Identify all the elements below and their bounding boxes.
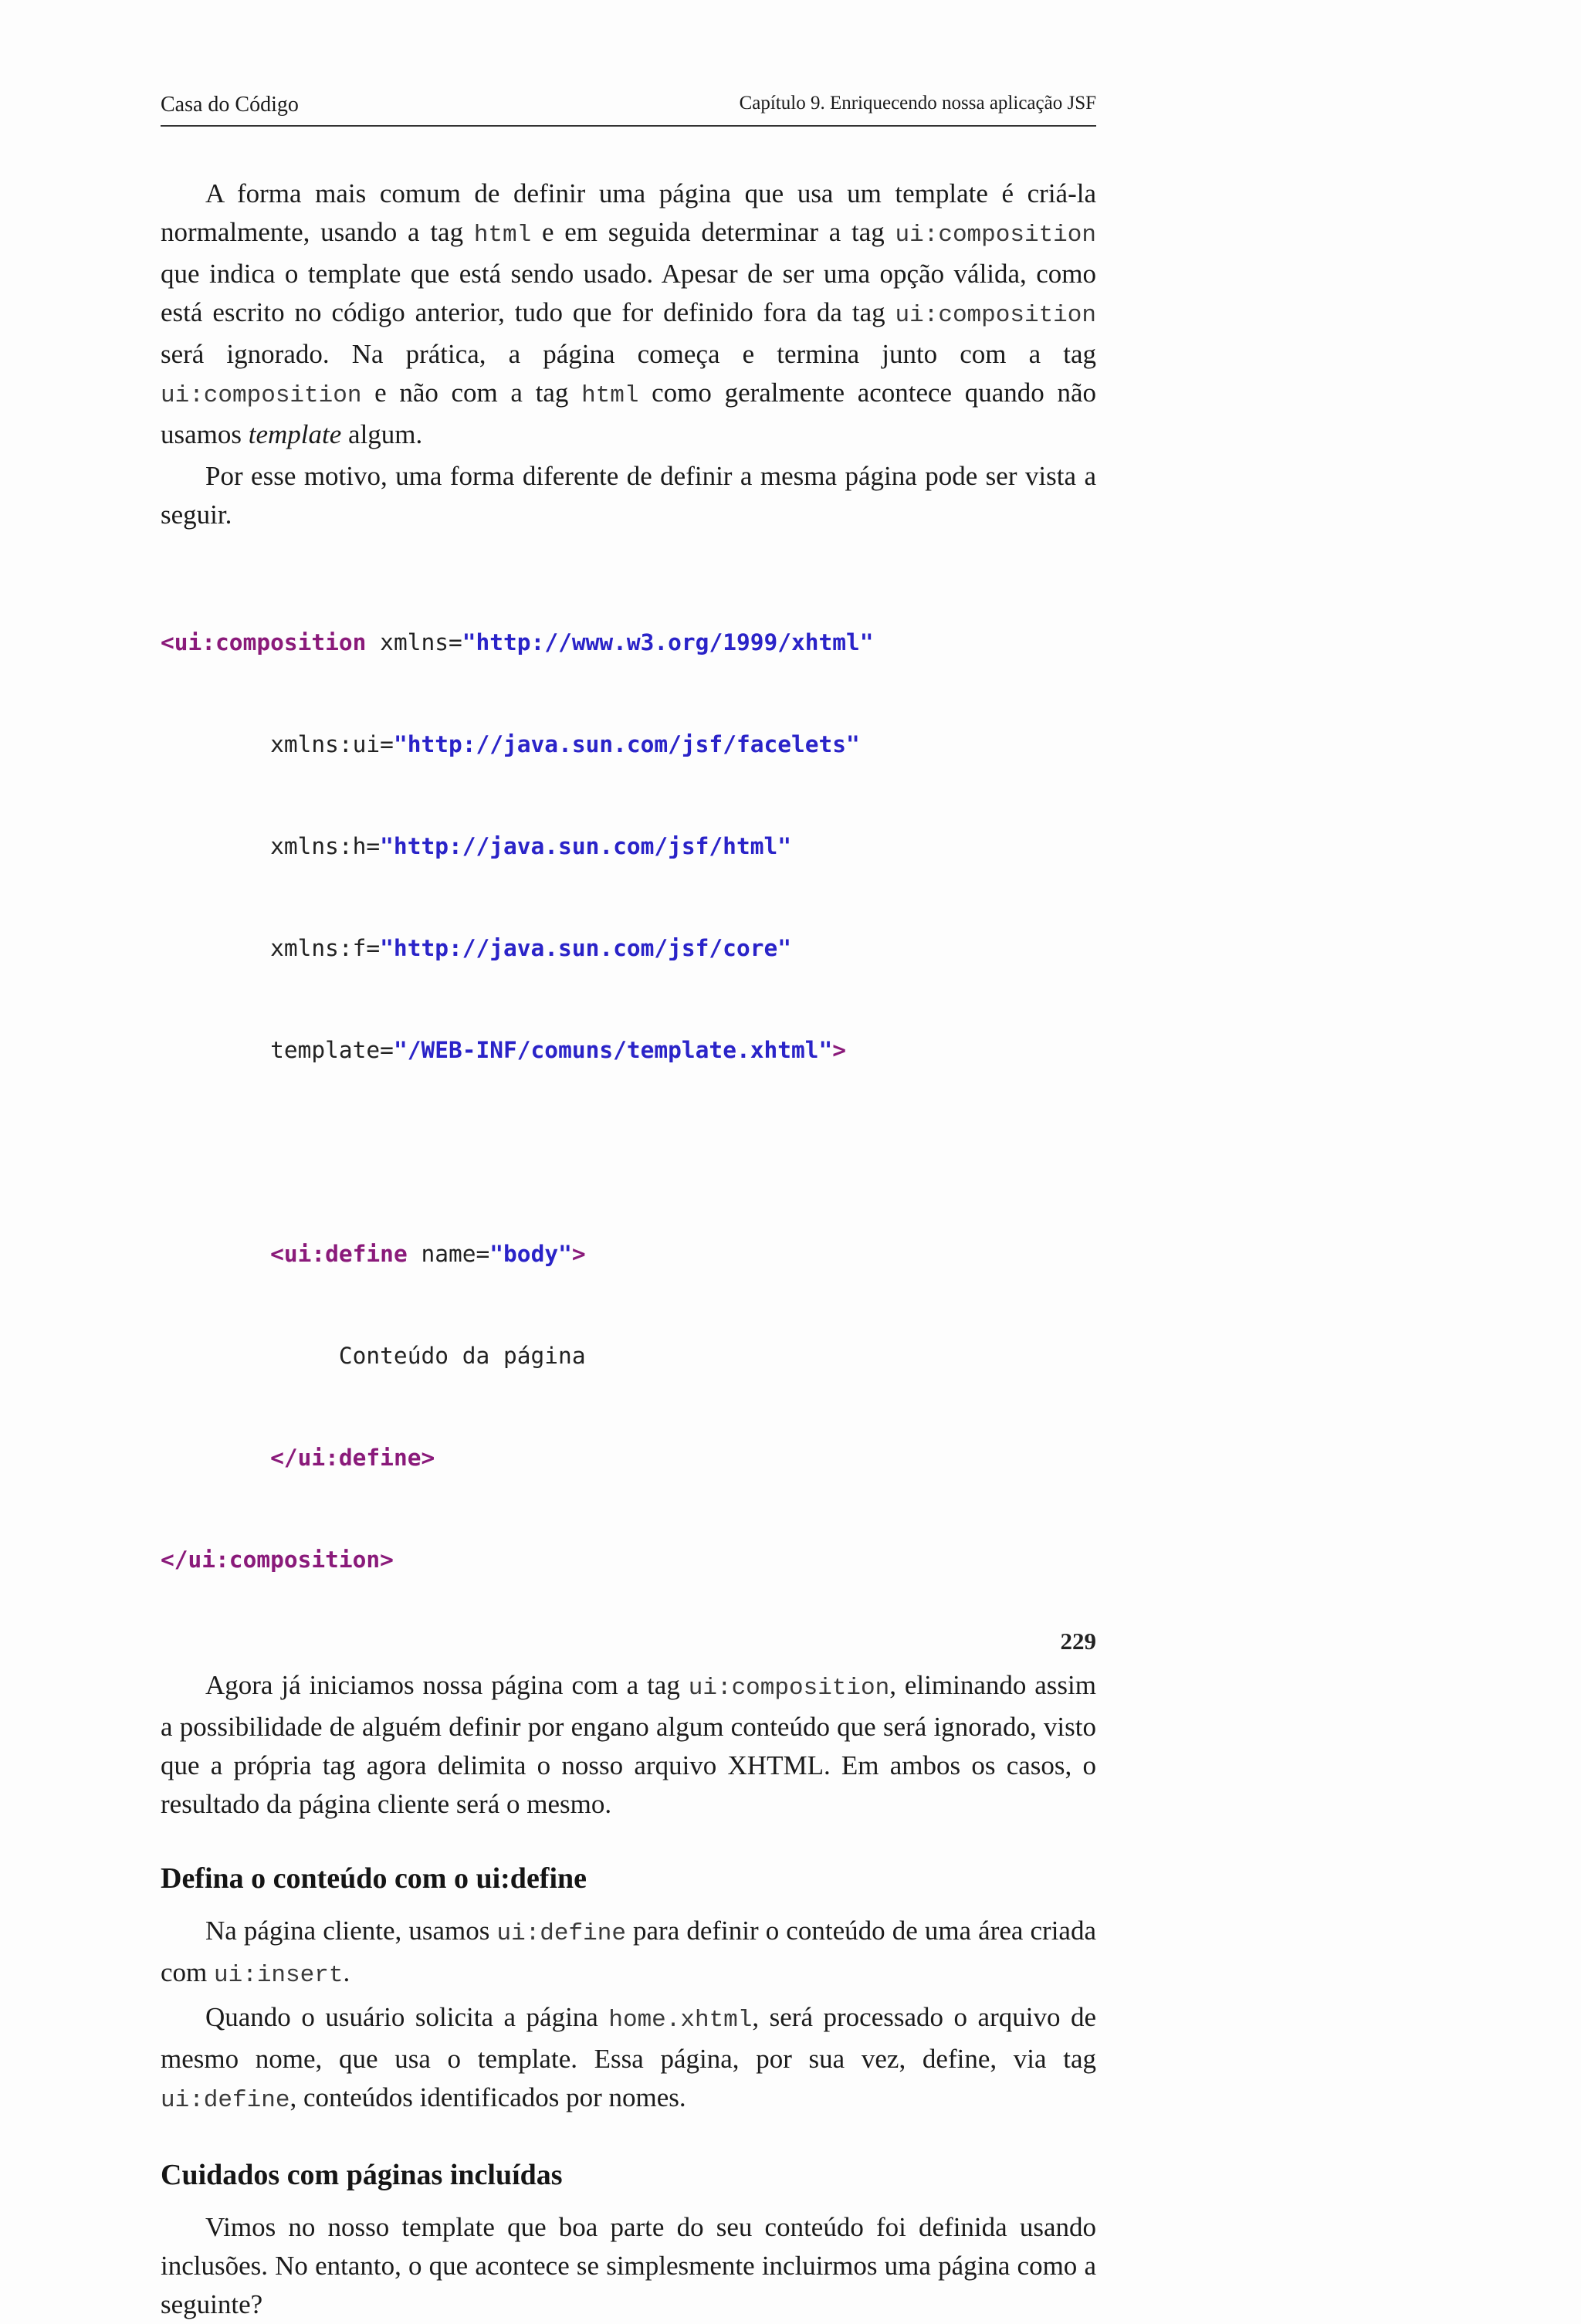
code-attr: xmlns:f= xyxy=(161,935,381,961)
text-run: e em seguida determinar a tag xyxy=(531,217,895,247)
code-attr: xmlns= xyxy=(366,629,462,656)
header-publisher: Casa do Código xyxy=(161,93,299,117)
code-tag: </ui:define> xyxy=(270,1445,435,1471)
inline-code: ui:insert xyxy=(214,1962,344,1989)
code-string: "/WEB-INF/comuns/template.xhtml" xyxy=(393,1037,833,1063)
code-attr: xmlns:ui= xyxy=(161,731,394,757)
code-attr: name= xyxy=(407,1241,490,1267)
header-chapter: Capítulo 9. Enriquecendo nossa aplicação JSF xyxy=(739,93,1096,113)
paragraph-define-usage xyxy=(161,1912,1096,1995)
inline-code: html xyxy=(581,382,639,409)
code-string: "http://www.w3.org/1999/xhtml" xyxy=(462,629,874,656)
paragraph-request-flow xyxy=(161,1998,1096,2120)
inline-code: home.xhtml xyxy=(608,2007,753,2034)
emphasis: template xyxy=(248,419,342,449)
code-tag: </ui:composition> xyxy=(161,1547,394,1573)
text-run: será ignorado. Na prática, a página começa e termina junto com a tag xyxy=(161,339,1096,369)
code-line xyxy=(161,829,1096,863)
code-line xyxy=(161,1339,1096,1373)
text-run: que indica o template que está sendo usado. Apesar de ser uma opção válida, como está escrito no código anterior, tudo que for definido fora da tag xyxy=(161,259,1096,327)
section-heading-included-pages: Cuidados com páginas incluídas xyxy=(161,2159,563,2191)
inline-code: ui:composition xyxy=(161,382,362,409)
page-body xyxy=(161,174,1096,2324)
text-run: . xyxy=(343,1957,350,1987)
text-run: , será processado o arquivo de mesmo nome, que usa o template. Essa página, por sua vez, define, via tag xyxy=(161,2002,1097,2074)
inline-code: ui:composition xyxy=(688,1675,890,1702)
code-line xyxy=(161,1543,1096,1577)
code-line xyxy=(161,625,1096,659)
code-attr: xmlns:h= xyxy=(161,833,381,859)
text-run: e não com a tag xyxy=(361,378,582,408)
code-tag: <ui:define xyxy=(270,1241,408,1267)
text-run: Quando o usuário solicita a página xyxy=(205,2002,609,2032)
text-run: algum. xyxy=(341,419,423,449)
code-tag: > xyxy=(832,1037,847,1063)
code-listing xyxy=(161,557,1096,1645)
code-string: "http://java.sun.com/jsf/html" xyxy=(380,833,791,859)
paragraph-composition-explanation xyxy=(161,1666,1096,1824)
text-run: Agora já iniciamos nossa página com a tag xyxy=(205,1670,689,1700)
page-number: 229 xyxy=(1060,1628,1096,1655)
code-tag: > xyxy=(571,1241,586,1267)
code-string: "http://java.sun.com/jsf/core" xyxy=(380,935,791,961)
text-run: para definir o conteúdo de uma área criada com xyxy=(161,1916,1096,1987)
code-attr: template= xyxy=(161,1037,394,1063)
code-tag: <ui:composition xyxy=(161,629,367,656)
code-text: Conteúdo da página xyxy=(161,1343,586,1369)
paragraph-alternative-intro: Por esse motivo, uma forma diferente de definir a mesma página pode ser vista a seguir. xyxy=(161,461,1096,530)
code-string: "http://java.sun.com/jsf/facelets" xyxy=(393,731,860,757)
code-line xyxy=(161,1441,1096,1475)
inline-code: html xyxy=(473,222,532,249)
paragraph-template-usage xyxy=(161,174,1096,454)
text-run: Na página cliente, usamos xyxy=(205,1916,497,1946)
text-run: como geralmente acontece quando não usamos xyxy=(161,378,1096,449)
inline-code: ui:composition xyxy=(895,302,1096,329)
text-run: A forma mais comum de definir uma página que usa um template é criá-la normalmente, usando a tag xyxy=(161,178,1096,247)
code-line xyxy=(161,727,1096,761)
code-indent xyxy=(161,1445,270,1471)
text-run: , eliminando assim a possibilidade de alguém definir por engano algum conteúdo que será ignorado, visto que a própria tag agora delimita o nosso arquivo XHTML. Em ambos os casos, o resultado da página cliente será o mesmo. xyxy=(161,1670,1096,1819)
code-line xyxy=(161,931,1096,965)
inline-code: ui:define xyxy=(496,1920,626,1947)
text-run: , conteúdos identificados por nomes. xyxy=(289,2082,686,2112)
code-line xyxy=(161,1033,1096,1067)
paragraph-included-pages: Vimos no nosso template que boa parte do seu conteúdo foi definida usando inclusões. No entanto, o que acontece se simplesmente incluirmos uma página como a seguinte? xyxy=(161,2212,1096,2319)
inline-code: ui:composition xyxy=(895,222,1096,249)
running-header xyxy=(161,91,1096,127)
code-line xyxy=(161,1237,1096,1271)
code-blank-line xyxy=(161,1135,1096,1169)
inline-code: ui:define xyxy=(161,2087,290,2114)
code-indent xyxy=(161,1241,270,1267)
code-string: "body" xyxy=(489,1241,572,1267)
section-heading-define: Defina o conteúdo com o ui:define xyxy=(161,1862,587,1895)
